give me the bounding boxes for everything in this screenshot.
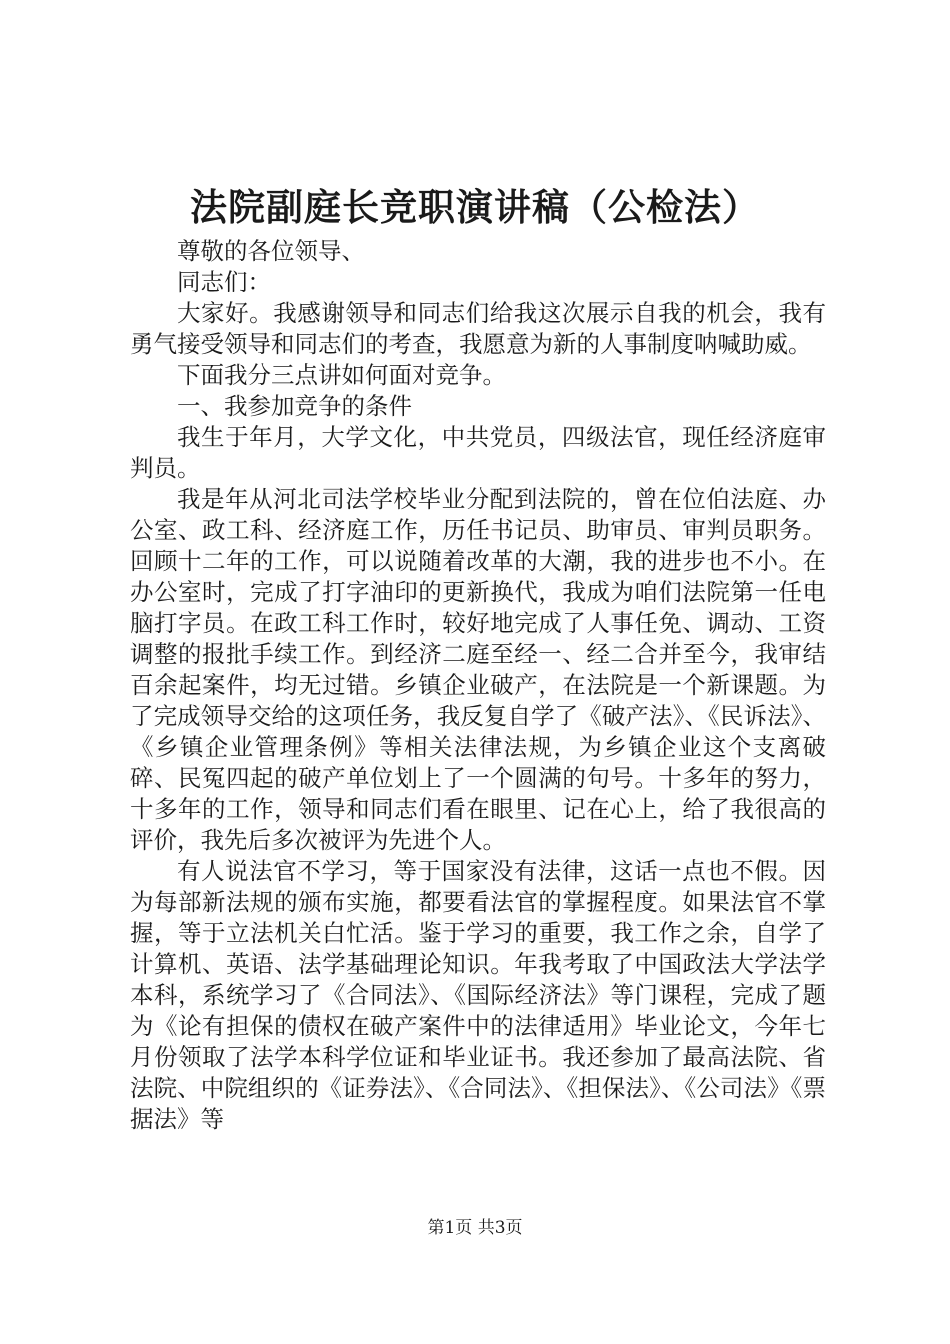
salutation-line-1: 尊敬的各位领导、: [177, 237, 365, 265]
document-body: [130, 236, 826, 1135]
paragraph-work-history: 我是年从河北司法学校毕业分配到法院的，曾在位伯法庭、办公室、政工科、经济庭工作，历任书记员、助审员、审判员职务。回顾十二年的工作，可以说随着改革的大潮，我的进步也不小。在办公室时，完成了打字油印的更新换代，我成为咱们法院第一任电脑打字员。在政工科工作时，较好地完成了人事任免、调动、工资调整的报批手续工作。到经济二庭至经一、经二合并至今，我审结百余起案件，均无过错。乡镇企业破产，在法院是一个新课题。为了完成领导交给的这项任务，我反复自学了《破产法》、《民诉法》、《乡镇企业管理条例》等相关法律法规，为乡镇企业这个支离破碎、民冤四起的破产单位划上了一个圆满的句号。十多年的努力，十多年的工作，领导和同志们看在眼里、记在心上，给了我很高的评价，我先后多次被评为先进个人。: [130, 485, 826, 854]
page-footer: 第1页 共3页: [427, 1218, 523, 1238]
paragraph-greeting: 大家好。我感谢领导和同志们给我这次展示自我的机会，我有勇气接受领导和同志们的考查，我愿意为新的人事制度呐喊助威。: [130, 299, 826, 358]
document-title: 法院副庭长竞职演讲稿（公检法）: [190, 185, 760, 229]
paragraph-outline: 下面我分三点讲如何面对竞争。: [177, 361, 506, 389]
salutation-line-2: 同志们：: [177, 268, 271, 296]
paragraph-study: 有人说法官不学习，等于国家没有法律，这话一点也不假。因为每部新法规的颁布实施，都要看法官的掌握程度。如果法官不掌握，等于立法机关白忙活。鉴于学习的重要，我工作之余，自学了计算机、英语、法学基础理论知识。年我考取了中国政法大学法学本科，系统学习了《合同法》、《国际经济法》等门课程，完成了题为《论有担保的债权在破产案件中的法律适用》毕业论文，今年七月份领取了法学本科学位证和毕业证书。我还参加了最高法院、省法院、中院组织的《证券法》、《合同法》、《担保法》、《公司法》《票据法》等: [130, 857, 826, 1133]
section-heading-1: 一、我参加竞争的条件: [177, 392, 412, 420]
paragraph-background: 我生于年月，大学文化，中共党员，四级法官，现任经济庭审判员。: [130, 423, 826, 482]
